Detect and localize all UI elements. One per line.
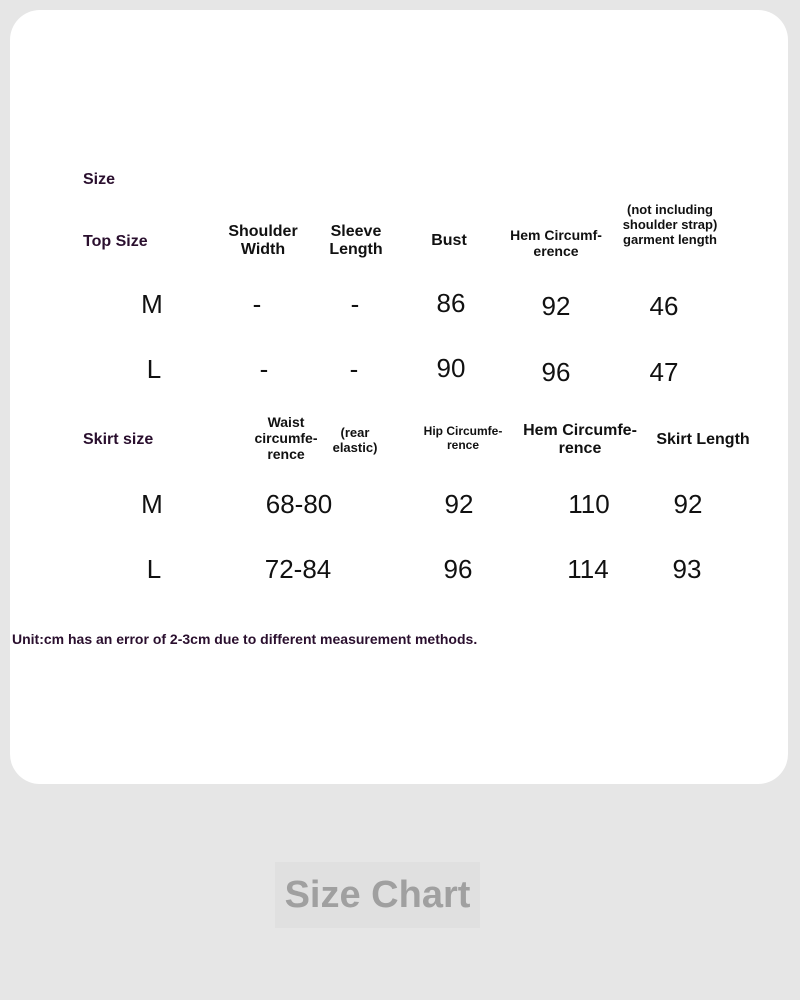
skirt-row-l-length: 93 [672,554,702,584]
top-row-m-bust: 86 [436,288,466,318]
size-label: Size [83,171,116,188]
skirt-row-m-length: 92 [673,489,703,519]
top-row-l-shoulder: - [259,354,269,384]
skirt-header-waist: Waist circumfe- rence [254,414,318,463]
top-header-sleeve-length: Sleeve Length [329,223,383,259]
skirt-row-l-hip: 96 [443,554,473,584]
top-row-l-bust: 90 [436,353,466,383]
skirt-header-hip: Hip Circumfe- rence [423,424,503,452]
skirt-row-l-size: L [146,554,162,584]
top-header-garment-length: (not including shoulder strap) garment length [622,202,718,247]
top-row-l-size: L [146,354,162,384]
top-header-hem-circumference: Hem Circumf- erence [510,227,602,260]
top-row-m-sleeve: - [350,289,360,319]
skirt-row-m-hip: 92 [444,489,474,519]
skirt-row-l-hem: 114 [567,554,609,584]
footer-title: Size Chart [275,862,480,928]
top-row-m-hem: 92 [541,291,571,321]
top-row-m-size: M [141,289,163,319]
skirt-row-m-size: M [141,489,163,519]
skirt-header-hem: Hem Circumfe- rence [523,422,637,458]
top-row-l-sleeve: - [349,354,359,384]
skirt-row-m-hem: 110 [568,489,610,519]
top-header-bust: Bust [431,232,467,249]
size-chart-card [10,10,788,784]
skirt-header-rear-elastic: (rear elastic) [332,425,378,455]
skirt-row-l-waist: 72-84 [264,554,332,584]
skirt-size-label: Skirt size [83,431,154,448]
top-row-m-length: 46 [649,291,679,321]
skirt-row-m-waist: 68-80 [265,489,333,519]
skirt-header-length: Skirt Length [656,431,750,448]
top-size-label: Top Size [83,233,148,250]
top-row-m-shoulder: - [252,289,262,319]
top-row-l-length: 47 [649,357,679,387]
top-header-shoulder-width: Shoulder Width [228,223,298,259]
top-row-l-hem: 96 [541,357,571,387]
measurement-note: Unit:cm has an error of 2-3cm due to different measurement methods. [12,631,478,647]
